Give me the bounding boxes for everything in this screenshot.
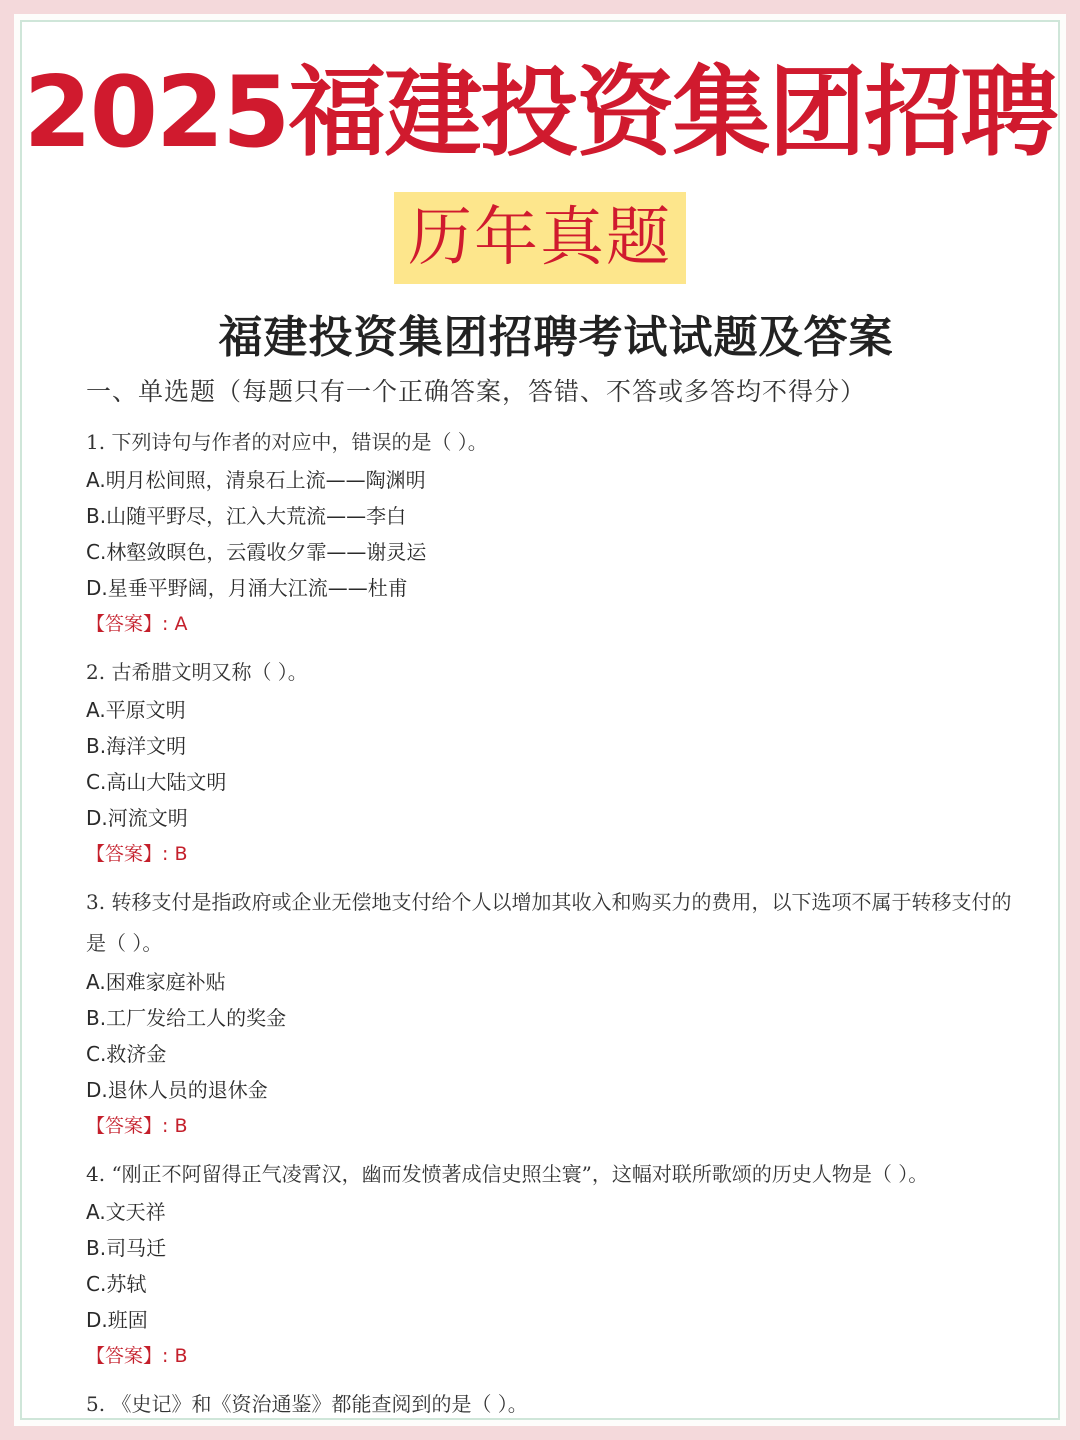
option-a: A.明月松间照，清泉石上流——陶渊明 (86, 468, 426, 492)
option-c: C.苏轼 (86, 1272, 147, 1296)
question-stem: 1. 下列诗句与作者的对应中，错误的是（ ）。 (86, 430, 488, 454)
option-d: D.河流文明 (86, 806, 188, 830)
question-2 (86, 652, 1026, 872)
question-stem: 5. 《史记》和《资治通鉴》都能查阅到的是（ ）。 (86, 1392, 528, 1416)
option-d: D.班固 (86, 1308, 148, 1332)
answer-label: 【答案】: B (86, 843, 188, 865)
option-b: B.工厂发给工人的奖金 (86, 1006, 287, 1030)
option-b: B.海洋文明 (86, 734, 187, 758)
document-title: 福建投资集团招聘考试试题及答案 (218, 312, 894, 363)
question-1 (86, 422, 1026, 642)
question-3 (86, 882, 1026, 1144)
subtitle-highlight: 历年真题 (394, 192, 686, 284)
option-c: C.救济金 (86, 1042, 167, 1066)
option-d: D.退休人员的退休金 (86, 1078, 268, 1102)
option-b: B.山随平野尽，江入大荒流——李白 (86, 504, 407, 528)
option-a: A.困难家庭补贴 (86, 970, 226, 994)
option-c: C.高山大陆文明 (86, 770, 227, 794)
question-stem: 3. 转移支付是指政府或企业无偿地支付给个人以增加其收入和购买力的费用，以下选项不属于转移支付的是（ ）。 (86, 890, 1012, 955)
question-stem: 2. 古希腊文明又称（ ）。 (86, 660, 308, 684)
answer-label: 【答案】: B (86, 1345, 188, 1367)
question-4 (86, 1154, 1026, 1374)
option-a: A.文天祥 (86, 1200, 166, 1224)
answer-label: 【答案】: A (86, 613, 188, 635)
exam-document (86, 310, 1026, 1424)
main-title: 2025福建投资集团招聘 (23, 56, 1057, 170)
subtitle-wrap (14, 192, 1066, 284)
question-5 (86, 1384, 1026, 1424)
option-a: A.平原文明 (86, 698, 186, 722)
option-b: B.司马迁 (86, 1236, 167, 1260)
option-c: C.林壑敛暝色，云霞收夕霏——谢灵运 (86, 540, 427, 564)
answer-label: 【答案】: B (86, 1115, 188, 1137)
section-heading: 一、单选题（每题只有一个正确答案，答错、不答或多答均不得分） (86, 377, 867, 406)
option-d: D.星垂平野阔，月涌大江流——杜甫 (86, 576, 408, 600)
question-stem: 4. “刚正不阿留得正气凌霄汉，幽而发愤著成信史照尘寰”，这幅对联所歌颂的历史人物是（ ）。 (86, 1162, 929, 1186)
